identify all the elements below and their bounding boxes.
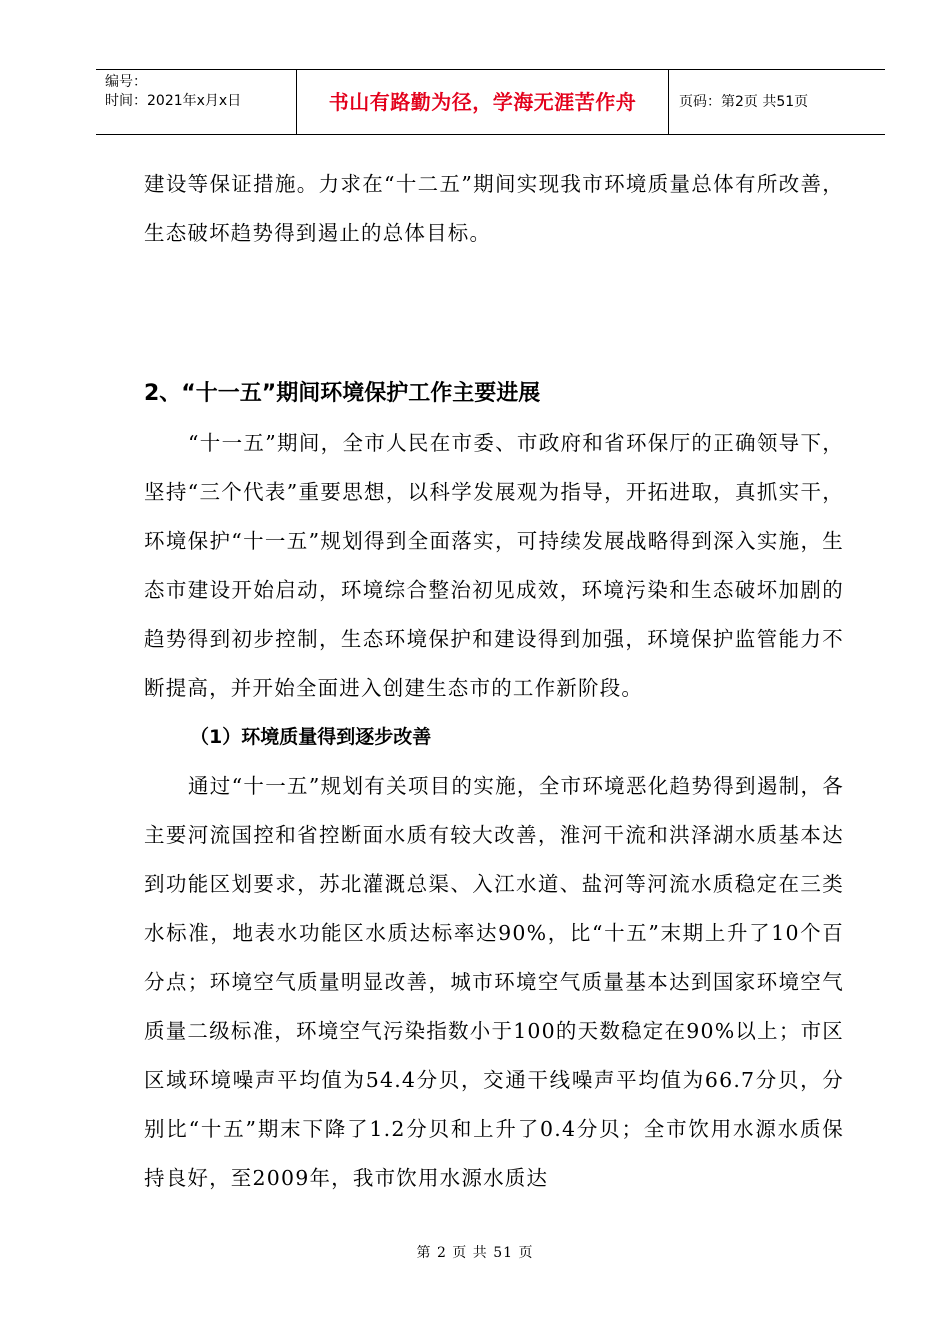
paragraph-intro: 建设等保证措施。力求在“十二五”期间实现我市环境质量总体有所改善，生态破坏趋势得到遏止的总体目标。 xyxy=(144,172,844,245)
header-divider xyxy=(668,70,669,134)
paragraph-quality: 通过“十一五”规划有关项目的实施，全市环境恶化趋势得到遏制，各主要河流国控和省控断面水质有较大改善，淮河干流和洪泽湖水质基本达到功能区划要求，苏北灌溉总渠、入江水道、盐河等河流水质稳定在三类水标准，地表水功能区水质达标率达90%，比“十五”末期上升了10个百分点；环境空气质量明显改善，城市环境空气质量基本达到国家环境空气质量二级标准，环境空气污染指数小于100的天数稳定在90%以上；市区区域环境噪声平均值为54.4分贝，交通干线噪声平均值为66.7分贝，分别比“十五”期末下降了1.2分贝和上升了0.4分贝；全市饮用水源水质保持良好，至2009年，我市饮用水源水质达 xyxy=(144,774,844,1190)
section-heading: 2、“十一五”期间环境保护工作主要进展 xyxy=(144,381,541,406)
page-footer: 第 2 页 共 51 页 xyxy=(416,1245,534,1261)
paragraph-progress: “十一五”期间，全市人民在市委、市政府和省环保厅的正确领导下，坚持“三个代表”重要思想，以科学发展观为指导，开拓进取，真抓实干，环境保护“十一五”规划得到全面落实，可持续发展战略得到深入实施，生态市建设开始启动，环境综合整治初见成效，环境污染和生态破坏加剧的趋势得到初步控制，生态环境保护和建设得到加强，环境保护监管能力不断提高，并开始全面进入创建生态市的工作新阶段。 xyxy=(144,431,844,700)
section-spacer xyxy=(144,258,844,369)
document-body xyxy=(144,160,844,1203)
header-page-info: 页码：第2页 共51页 xyxy=(679,94,809,110)
header-motto: 书山有路勤为径，学海无涯苦作舟 xyxy=(328,90,637,114)
document-header xyxy=(96,69,885,135)
document-number-label: 编号： xyxy=(105,74,147,90)
document-time-label: 时间：2021年x月x日 xyxy=(105,93,242,109)
subsection-heading: （1）环境质量得到逐步改善 xyxy=(190,726,432,748)
header-meta xyxy=(96,70,296,134)
